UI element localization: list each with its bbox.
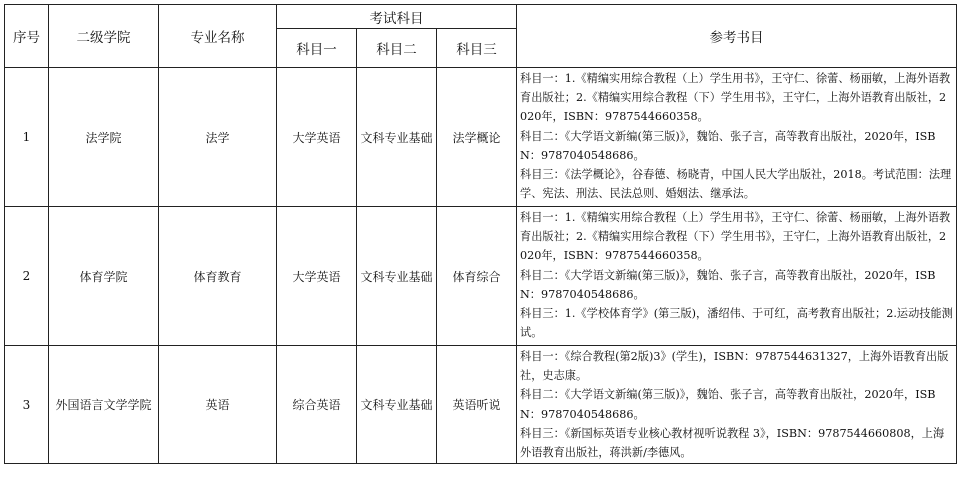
row-subject3: 法学概论 [437,68,517,207]
row-subject3: 英语听说 [437,346,517,464]
row-subject2: 文科专业基础 [357,346,437,464]
reference-subject2: 科目二：《大学语文新编(第三版)》，魏饴、张子言，高等教育出版社，2020年，ISBN：9787040548686。 [520,388,936,421]
row-subject2: 文科专业基础 [357,68,437,207]
row-references [517,207,957,346]
header-exam-subjects: 考试科目 [277,5,517,29]
row-subject3: 体育综合 [437,207,517,346]
header-subject1: 科目一 [277,29,357,68]
reference-subject2: 科目二：《大学语文新编(第三版)》，魏饴、张子言，高等教育出版社，2020年，ISBN：9787040548686。 [520,129,936,162]
row-references [517,68,957,207]
row-college: 外国语言文学学院 [49,346,159,464]
header-major: 专业名称 [159,5,277,68]
reference-subject1: 科目一：1.《精编实用综合教程（上）学生用书》，王守仁、徐蕾、杨丽敏，上海外语教育出版社；2.《精编实用综合教程（下）学生用书》，王守仁，上海外语教育出版社，2020年，ISBN：9787544660358。 [520,211,951,263]
row-major: 法学 [159,68,277,207]
row-major: 英语 [159,346,277,464]
header-references: 参考书目 [517,5,957,68]
reference-subject1: 科目一：1.《精编实用综合教程（上）学生用书》，王守仁、徐蕾、杨丽敏，上海外语教育出版社；2.《精编实用综合教程（下）学生用书》，王守仁，上海外语教育出版社，2020年，ISBN：9787544660358。 [520,72,951,124]
header-row [5,5,957,29]
table-row [5,207,957,346]
reference-subject2: 科目二：《大学语文新编(第三版)》，魏饴、张子言，高等教育出版社，2020年，ISBN：9787040548686。 [520,268,936,301]
row-subject2: 文科专业基础 [357,207,437,346]
row-subject1: 综合英语 [277,346,357,464]
header-subject2: 科目二 [357,29,437,68]
table-row [5,346,957,464]
header-college: 二级学院 [49,5,159,68]
row-college: 法学院 [49,68,159,207]
row-seq: 1 [5,68,49,207]
row-college: 体育学院 [49,207,159,346]
row-major: 体育教育 [159,207,277,346]
row-subject1: 大学英语 [277,68,357,207]
row-references [517,346,957,464]
reference-subject3: 科目三：1.《学校体育学》(第三版)，潘绍伟、于可红，高考教育出版社；2.运动技能测试。 [520,307,953,340]
table-row [5,68,957,207]
reference-subject3: 科目三：《新国标英语专业核心教材视听说教程 3》，ISBN：9787544660808，上海外语教育出版社，蒋洪新/李德风。 [520,426,945,460]
reference-subject1: 科目一：《综合教程(第2版)3》(学生)，ISBN：9787544631327，上海外语教育出版社，史志康。 [520,350,949,383]
row-seq: 2 [5,207,49,346]
admission-subjects-table [4,4,957,464]
header-seq: 序号 [5,5,49,68]
row-subject1: 大学英语 [277,207,357,346]
header-subject3: 科目三 [437,29,517,68]
reference-subject3: 科目三：《法学概论》，谷春德、杨晓青，中国人民大学出版社，2018。考试范围：法理学、宪法、刑法、民法总则、婚姻法、继承法。 [520,168,952,201]
row-seq: 3 [5,346,49,464]
